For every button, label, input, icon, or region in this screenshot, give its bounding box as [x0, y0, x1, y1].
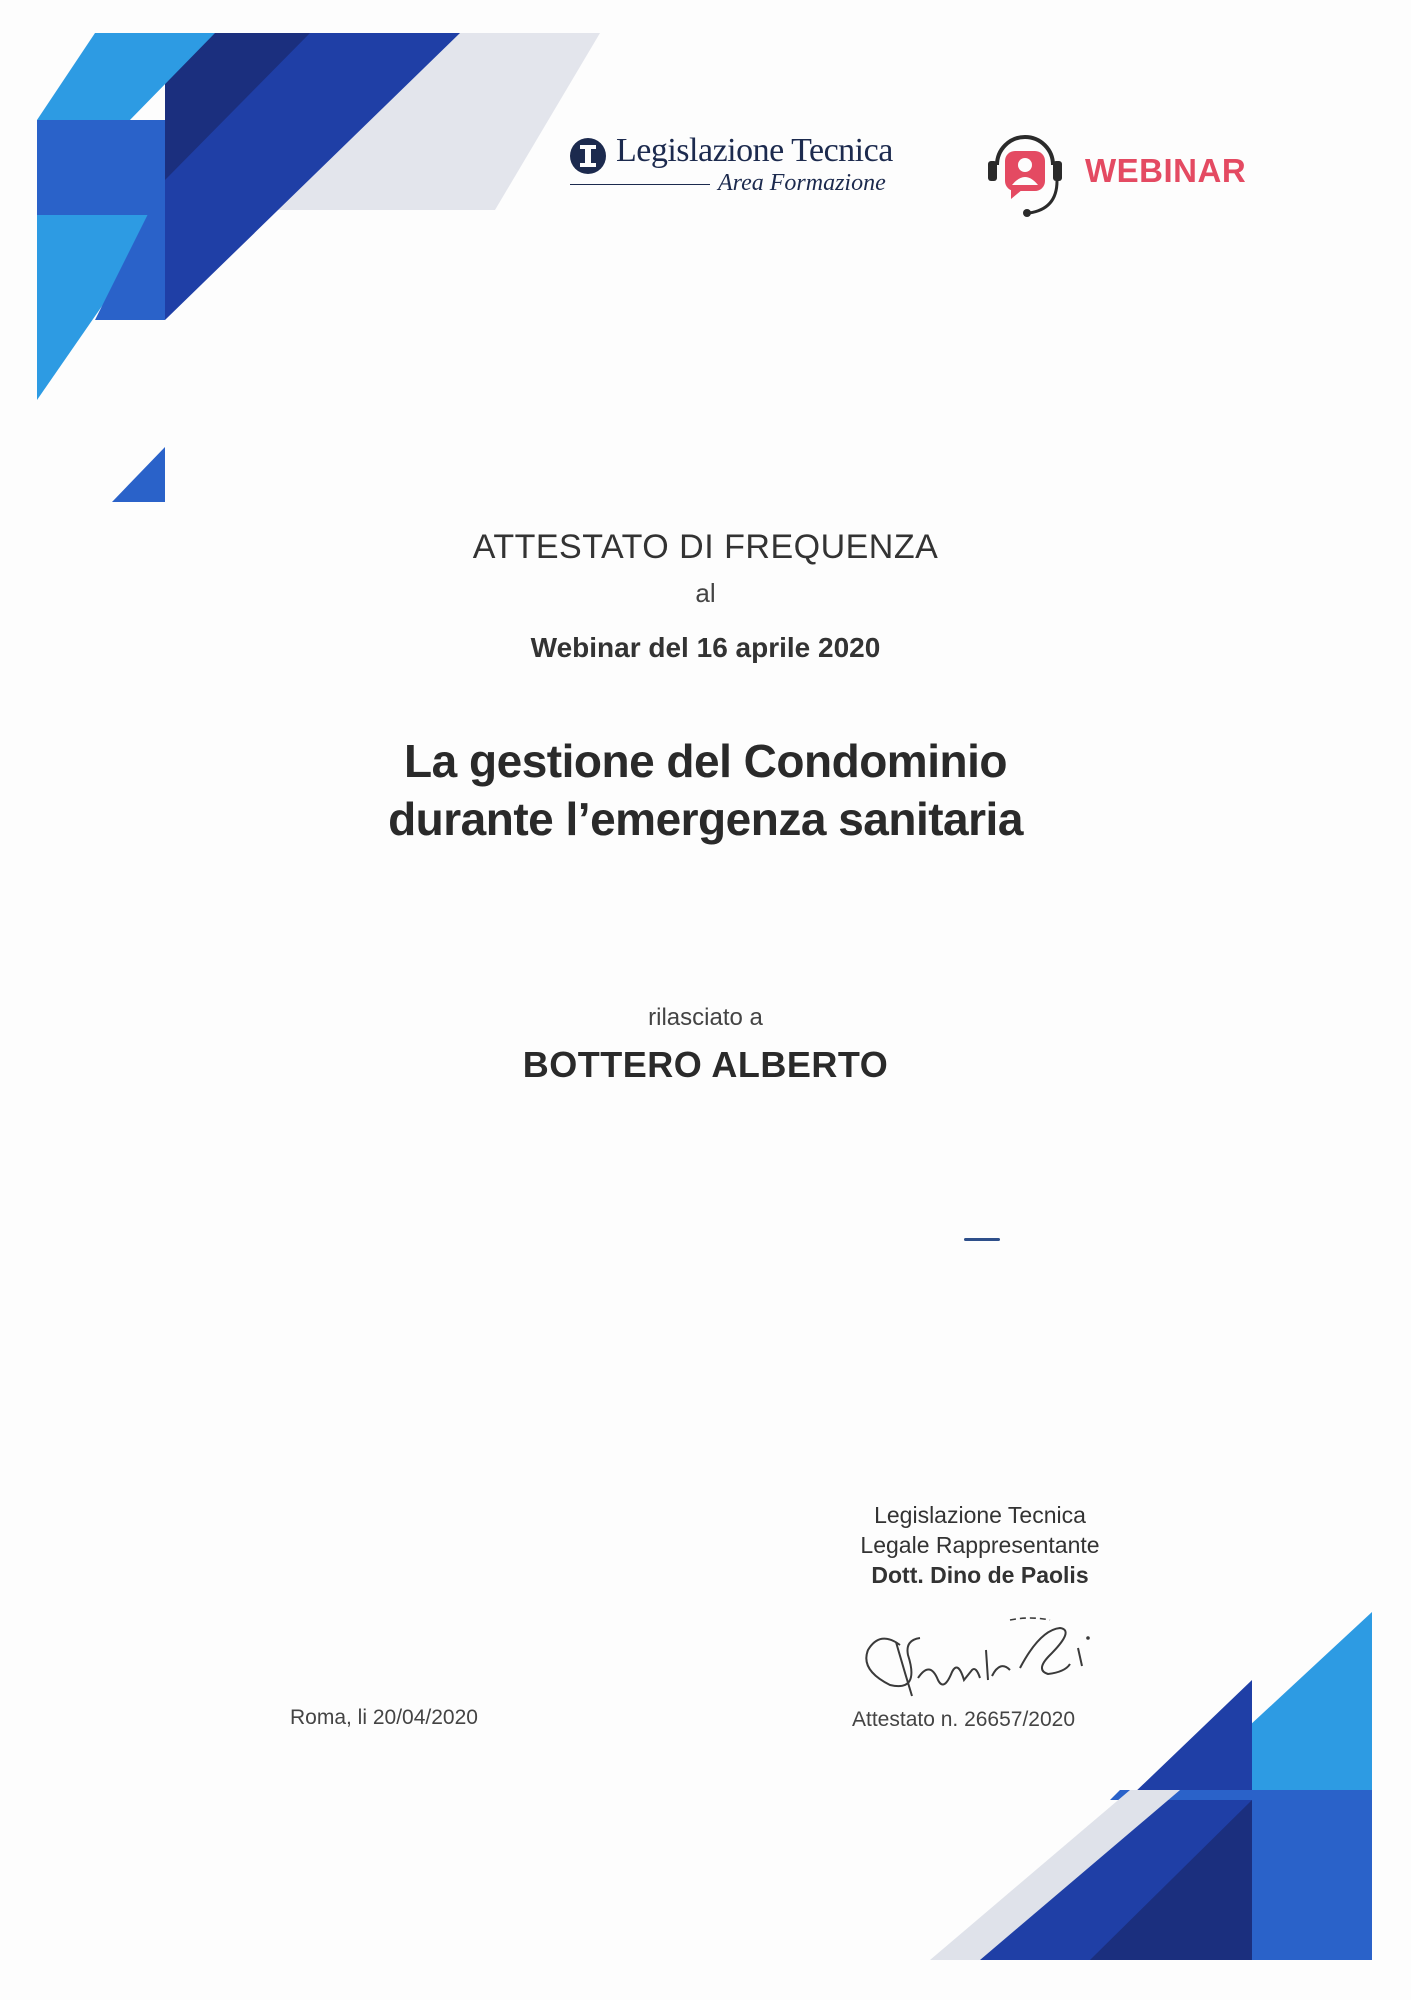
issued-to-label: rilasciato a — [648, 1004, 763, 1031]
webinar-label: WEBINAR — [1085, 152, 1247, 189]
course-title-line-1: La gestione del Condominio — [404, 735, 1007, 787]
signatory-organization: Legislazione Tecnica — [874, 1502, 1086, 1528]
recipient-name: BOTTERO ALBERTO — [522, 1044, 889, 1085]
publisher-name: Legislazione Tecnica — [616, 132, 893, 169]
webinar-date: Webinar del 16 aprile 2020 — [530, 632, 881, 663]
course-title — [0, 732, 1411, 848]
legislazione-tecnica-logo — [570, 132, 910, 212]
course-title-line-2: durante l’emergenza sanitaria — [388, 793, 1023, 845]
publisher-subtitle: Area Formazione — [718, 170, 886, 196]
certificate-preposition: al — [695, 578, 716, 608]
certificate-number: Attestato n. 26657/2020 — [852, 1708, 1076, 1731]
place-and-date: Roma, li 20/04/2020 — [290, 1706, 478, 1729]
ink-mark — [964, 1238, 1000, 1241]
signatory-role: Legale Rappresentante — [860, 1532, 1100, 1558]
certificate-title: ATTESTATO DI FREQUENZA — [472, 528, 939, 566]
signatory-name: Dott. Dino de Paolis — [871, 1562, 1089, 1588]
handwritten-signature — [860, 1600, 1120, 1710]
webinar-logo — [975, 125, 1265, 225]
logo-rule — [570, 184, 710, 185]
signatory-block — [830, 1500, 1130, 1590]
lt-emblem-icon — [570, 138, 606, 174]
headset-user-icon — [975, 125, 1075, 225]
